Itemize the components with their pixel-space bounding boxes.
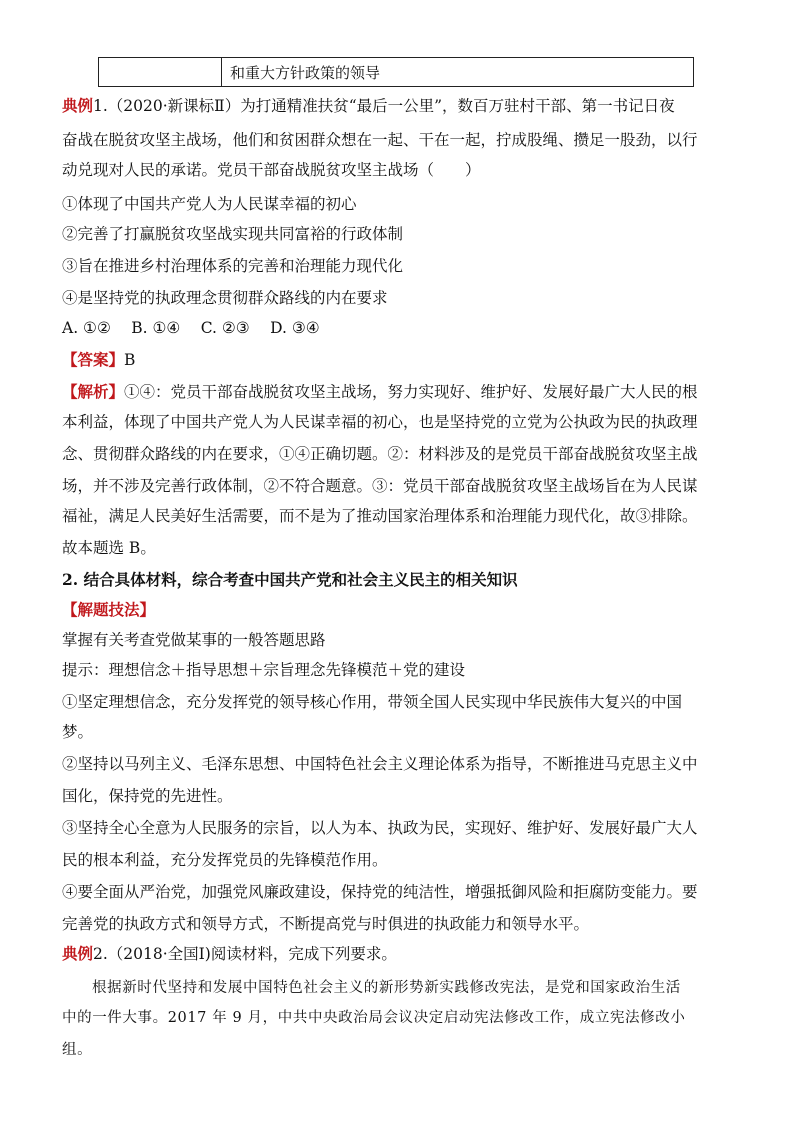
tips-intro: 掌握有关考查党做某事的一般答题思路 [62, 631, 326, 649]
material-line2: 中的一件大事。2017 年 9 月，中共中央政治局会议决定启动宪法修改工作，成立宪法修改小 [62, 1010, 686, 1026]
example-label: 典例 [62, 944, 94, 963]
question-text: 2.（2018·全国Ⅰ)阅读材料，完成下列要求。 [93, 945, 397, 963]
analysis-line3: 念、贯彻群众路线的内在要求，①④正确切题。②：材料涉及的是党员干部奋战脱贫攻坚主战 [62, 445, 698, 463]
point3-line1: ③坚持全心全意为人民服务的宗旨，以人为本、执政为民，实现好、维护好、发展好最广大人 [62, 819, 698, 837]
option-3: ③旨在推进乡村治理体系的完善和治理能力现代化 [62, 257, 404, 275]
answer-choices: A. ①② B. ①④ C. ②③ D. ③④ [62, 319, 320, 337]
table-row [98, 57, 694, 87]
analysis-line5: 福祉，满足人民美好生活需要，而不是为了推动国家治理体系和治理能力现代化，故③排除。 [62, 507, 698, 525]
answer-line [62, 350, 135, 370]
point4-line1: ④要全面从严治党，加强党风廉政建设，保持党的纯洁性，增强抵御风险和拒腐防变能力。要 [62, 883, 698, 901]
table-cell-empty [99, 58, 222, 86]
option-2: ②完善了打赢脱贫攻坚战实现共同富裕的行政体制 [62, 225, 404, 243]
point3-line2: 民的根本利益，充分发挥党员的先锋模范作用。 [62, 851, 388, 869]
answer-value: B [124, 351, 136, 369]
analysis-label: 【解析】 [62, 382, 125, 401]
analysis-line4: 场，并不涉及完善行政体制，②不符合题意。③：党员干部奋战脱贫攻坚主战场旨在为人民谋 [62, 477, 698, 495]
example-label: 典例 [62, 96, 94, 115]
material-line1: 根据新时代坚持和发展中国特色社会主义的新形势新实践修改宪法，是党和国家政治生活 [92, 980, 681, 996]
example1-question-line1 [62, 96, 675, 116]
tips-hint: 提示：理想信念＋指导思想＋宗旨理念先锋模范＋党的建设 [62, 661, 466, 679]
example1-question-line2: 奋战在脱贫攻坚主战场，他们和贫困群众想在一起、干在一起，拧成股绳、攒足一股劲，以行 [62, 131, 698, 149]
point1-line2: 梦。 [62, 723, 94, 741]
analysis-line1 [62, 382, 698, 402]
material-line3: 组。 [62, 1042, 93, 1058]
option-4: ④是坚持党的执政理念贯彻群众路线的内在要求 [62, 289, 388, 307]
section-heading: 2. 结合具体材料，综合考查中国共产党和社会主义民主的相关知识 [62, 570, 518, 589]
answer-label: 【答案】 [62, 350, 125, 369]
tips-label: 【解题技法】 [62, 600, 156, 619]
point2-line1: ②坚持以马列主义、毛泽东思想、中国特色社会主义理论体系为指导，不断推进马克思主义中 [62, 755, 698, 773]
example2-question-line [62, 944, 397, 964]
point4-line2: 完善党的执政方式和领导方式，不断提高党与时俱进的执政能力和领导水平。 [62, 915, 590, 933]
question-text: 1.（2020·新课标Ⅱ）为打通精准扶贫“最后一公里”，数百万驻村干部、第一书记日夜 [93, 97, 675, 115]
analysis-text: ①④：党员干部奋战脱贫攻坚主战场，努力实现好、维护好、发展好最广大人民的根 [124, 383, 698, 401]
option-1: ①体现了中国共产党人为人民谋幸福的初心 [62, 195, 357, 213]
analysis-line2: 本利益，体现了中国共产党人为人民谋幸福的初心，也是坚持党的立党为公执政为民的执政理 [62, 413, 698, 431]
analysis-line6: 故本题选 B。 [62, 539, 156, 557]
point2-line2: 国化，保持党的先进性。 [62, 787, 233, 805]
point1-line1: ①坚定理想信念，充分发挥党的领导核心作用，带领全国人民实现中华民族伟大复兴的中国 [62, 693, 683, 711]
example1-question-line3: 动兑现对人民的承诺。党员干部奋战脱贫攻坚主战场（ ） [62, 161, 481, 179]
table-cell-text: 和重大方针政策的领导 [230, 64, 381, 82]
